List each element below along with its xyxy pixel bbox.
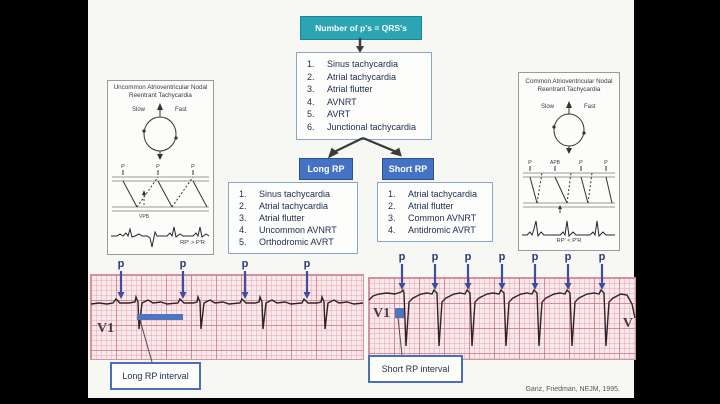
inset-caption: RP' < P'R bbox=[556, 238, 582, 244]
list-item bbox=[307, 96, 427, 109]
list-item bbox=[239, 200, 353, 212]
tachycardia-differential-list bbox=[296, 52, 432, 140]
list-item-label: Atrial tachycardia bbox=[327, 71, 397, 82]
lead-label: V1 bbox=[373, 306, 391, 321]
short-rp-box bbox=[382, 158, 434, 180]
slow-label: Slow bbox=[540, 104, 554, 110]
fast-label: Fast bbox=[584, 104, 596, 110]
apb-tick-label: APB bbox=[549, 160, 561, 166]
fork-arrows bbox=[318, 136, 413, 160]
inset-caption: RP' > P'R bbox=[180, 240, 205, 246]
common-avnrt-inset bbox=[518, 72, 620, 251]
list-item-label: Sinus tachycardia bbox=[259, 189, 331, 199]
list-item-label: Antidromic AVRT bbox=[408, 225, 476, 235]
p-wave-label: p bbox=[303, 258, 311, 270]
list-item bbox=[307, 108, 427, 121]
list-item bbox=[239, 224, 353, 236]
vpb-label: VPB bbox=[138, 214, 150, 220]
p-wave-label: p bbox=[431, 251, 439, 263]
slide bbox=[88, 0, 634, 398]
p-wave-label: p bbox=[598, 251, 606, 263]
long-rp-box bbox=[299, 158, 353, 180]
long-rp-list bbox=[228, 182, 358, 254]
slow-label: Slow bbox=[131, 107, 145, 113]
list-item-label: AVNRT bbox=[327, 96, 357, 107]
inset-title-line1: Common Atrioventricular Nodal bbox=[525, 78, 613, 85]
p-wave-label: p bbox=[464, 251, 472, 263]
list-item bbox=[307, 58, 427, 71]
ladder-diagram bbox=[111, 161, 210, 219]
short-rp-label: Short RP bbox=[388, 164, 428, 174]
p-wave-label: p bbox=[498, 251, 506, 263]
long-rp-connector-line bbox=[136, 318, 160, 364]
p-wave-label: p bbox=[564, 251, 572, 263]
long-rp-interval-text: Long RP interval bbox=[122, 371, 189, 381]
short-rp-interval-callout bbox=[368, 355, 463, 383]
fast-label: Fast bbox=[175, 107, 187, 113]
lead-label-right: V bbox=[622, 316, 633, 331]
list-item-label: Atrial tachycardia bbox=[408, 189, 478, 199]
inset-title-line2: Reentrant Tachycardia bbox=[129, 91, 192, 99]
inset-title bbox=[108, 84, 213, 99]
list-item-label: Uncommon AVNRT bbox=[259, 225, 337, 235]
p-wave-label: p bbox=[241, 258, 249, 270]
long-rp-label: Long RP bbox=[307, 164, 345, 174]
p-wave-label: p bbox=[531, 251, 539, 263]
list-item bbox=[239, 188, 353, 200]
inset-title-line1: Uncommon Atrioventricular Nodal bbox=[113, 84, 208, 91]
citation: Ganz, Friedman, NEJM, 1995. bbox=[525, 386, 620, 393]
list-item bbox=[307, 121, 427, 134]
short-rp-interval-text: Short RP interval bbox=[381, 364, 450, 374]
p-tick-label: P bbox=[579, 160, 583, 166]
list-item bbox=[388, 188, 488, 200]
p-tick-label: P bbox=[191, 164, 195, 170]
list-item-label: Atrial tachycardia bbox=[259, 201, 329, 211]
p-tick-label: P bbox=[121, 164, 125, 170]
list-item bbox=[388, 224, 488, 236]
p-wave-label: p bbox=[179, 258, 187, 270]
p-wave-label: p bbox=[398, 251, 406, 263]
p-tick-label: P bbox=[528, 160, 532, 166]
long-rp-interval-callout bbox=[110, 362, 201, 390]
short-rp-list bbox=[377, 182, 493, 242]
p-tick-label: P bbox=[604, 160, 608, 166]
short-rp-connector-line bbox=[393, 316, 405, 357]
list-item-label: Sinus tachycardia bbox=[327, 59, 399, 69]
list-item-label: Common AVNRT bbox=[408, 213, 477, 223]
p-wave-label: p bbox=[117, 258, 125, 270]
ladder-diagram bbox=[522, 157, 616, 215]
inset-title bbox=[519, 78, 619, 93]
list-item-label: AVRT bbox=[327, 109, 351, 120]
root-criterion-label: Number of p's = QRS's bbox=[315, 23, 407, 33]
reentry-circuit-diagram bbox=[108, 98, 213, 160]
list-item bbox=[388, 212, 488, 224]
p-wave-arrows-left bbox=[90, 256, 362, 302]
list-item bbox=[307, 83, 427, 96]
list-item bbox=[388, 200, 488, 212]
inset-title-line2: Reentrant Tachycardia bbox=[537, 85, 601, 93]
lead-label: V1 bbox=[97, 321, 115, 336]
p-wave-arrows-right bbox=[368, 250, 634, 294]
list-item-label: Atrial flutter bbox=[327, 84, 373, 95]
list-item bbox=[307, 71, 427, 84]
p-tick-label: P bbox=[156, 164, 160, 170]
list-item-label: Atrial flutter bbox=[408, 201, 454, 211]
list-item-label: Atrial flutter bbox=[259, 213, 305, 223]
uncommon-avnrt-inset bbox=[107, 80, 214, 255]
reentry-circuit-diagram bbox=[519, 95, 619, 155]
list-item bbox=[239, 212, 353, 224]
list-item-label: Junctional tachycardia bbox=[327, 121, 417, 132]
list-item-label: Orthodromic AVRT bbox=[259, 237, 334, 247]
list-item bbox=[239, 236, 353, 248]
